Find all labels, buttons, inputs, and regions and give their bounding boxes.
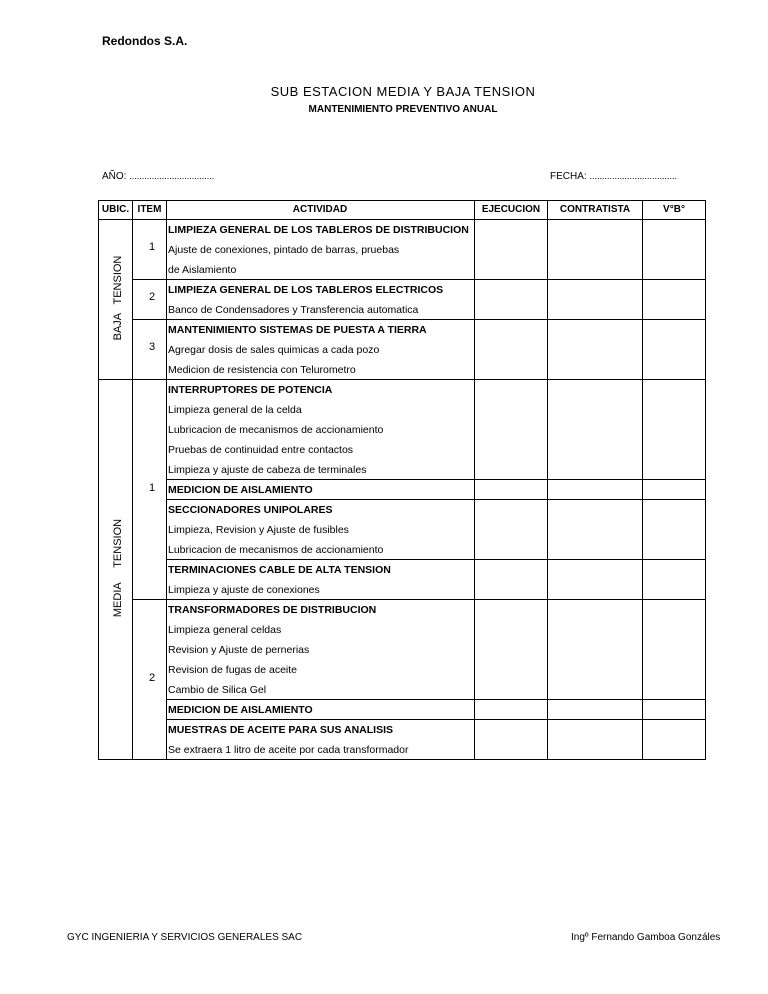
column-header-contratista: CONTRATISTA — [559, 204, 631, 215]
document-subtitle: MANTENIMIENTO PREVENTIVO ANUAL — [308, 104, 498, 115]
date-blank: ................................... — [589, 171, 677, 181]
column-header-ejecucion: EJECUCION — [481, 204, 541, 215]
date-label: FECHA: — [550, 171, 587, 182]
activity-line: Limpieza y ajuste de cabeza de terminales — [168, 464, 367, 476]
activity-line: Revision de fugas de aceite — [168, 664, 297, 676]
activity-line: TERMINACIONES CABLE DE ALTA TENSION — [168, 564, 391, 576]
activity-line: TRANSFORMADORES DE DISTRIBUCION — [168, 604, 377, 616]
activity-line: MEDICION DE AISLAMIENTO — [168, 484, 313, 496]
column-header-vobo: V°B° — [663, 204, 685, 215]
activity-line: Lubricacion de mecanismos de accionamiento — [168, 424, 384, 436]
activity-line: INTERRUPTORES DE POTENCIA — [168, 384, 333, 396]
activity-line: Cambio de Silica Gel — [168, 684, 267, 696]
activity-line: LIMPIEZA GENERAL DE LOS TABLEROS ELECTRICOS — [168, 284, 444, 296]
company-name: Redondos S.A. — [102, 34, 188, 48]
item-number: 3 — [148, 341, 156, 353]
year-label: AÑO: — [102, 171, 127, 182]
section-label-baja-tension: BAJA TENSION — [112, 255, 124, 341]
activity-line: Banco de Condensadores y Transferencia automatica — [168, 304, 419, 316]
item-number: 1 — [148, 482, 156, 494]
activity-line: MANTENIMIENTO SISTEMAS DE PUESTA A TIERRA — [168, 324, 427, 336]
activity-line: Medicion de resistencia con Telurometro — [168, 364, 356, 376]
activity-line: Agregar dosis de sales quimicas a cada pozo — [168, 344, 380, 356]
activity-line: MEDICION DE AISLAMIENTO — [168, 704, 313, 716]
activity-line: Se extraera 1 litro de aceite por cada transformador — [168, 744, 409, 756]
footer-engineer: Ingº Fernando Gamboa Gonzáles — [571, 932, 721, 943]
activity-line: Lubricacion de mecanismos de accionamiento — [168, 544, 384, 556]
column-header-actividad: ACTIVIDAD — [292, 204, 348, 215]
activity-line: Pruebas de continuidad entre contactos — [168, 444, 354, 456]
activity-line: Limpieza y ajuste de conexiones — [168, 584, 320, 596]
year-blank: .................................. — [129, 171, 215, 181]
column-header-item: ITEM — [137, 204, 162, 215]
item-number: 2 — [148, 291, 156, 303]
activity-line: MUESTRAS DE ACEITE PARA SUS ANALISIS — [168, 724, 393, 736]
activity-line: de Aislamiento — [168, 264, 237, 276]
activity-line: Limpieza general de la celda — [168, 404, 302, 416]
item-number: 2 — [148, 672, 156, 684]
item-number: 1 — [148, 241, 156, 253]
section-label-media-tension: MEDIA TENSION — [112, 518, 124, 618]
footer-company: GYC INGENIERIA Y SERVICIOS GENERALES SAC — [67, 932, 303, 943]
column-header-ubic: UBIC. — [101, 204, 130, 215]
activity-line: LIMPIEZA GENERAL DE LOS TABLEROS DE DISTRIBUCION — [168, 224, 469, 236]
activity-line: Limpieza general celdas — [168, 624, 282, 636]
document-title: SUB ESTACION MEDIA Y BAJA TENSION — [270, 84, 536, 99]
activity-line: Revision y Ajuste de pernerias — [168, 644, 310, 656]
activity-line: Limpieza, Revision y Ajuste de fusibles — [168, 524, 349, 536]
activity-line: Ajuste de conexiones, pintado de barras, pruebas — [168, 244, 400, 256]
activity-line: SECCIONADORES UNIPOLARES — [168, 504, 333, 516]
